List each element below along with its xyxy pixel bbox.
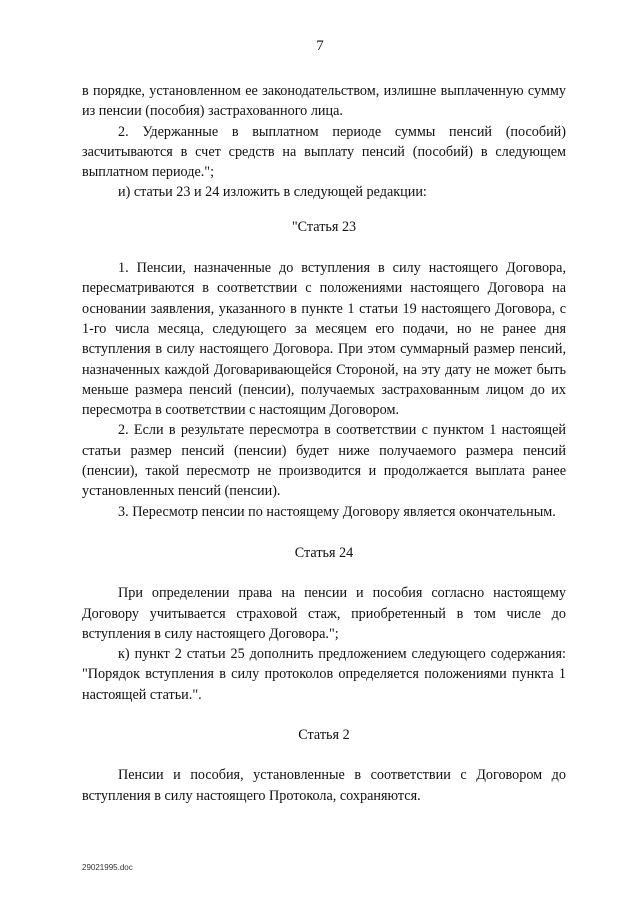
article-23-clause-3: 3. Пересмотр пенсии по настоящему Договору является окончательным. (118, 503, 556, 520)
paragraph-amendment-k: к) пункт 2 статьи 25 дополнить предложением следующего содержания: "Порядок вступления в силу протоколов определяется положениями пункта 1 настоящей статьи.". (82, 646, 566, 703)
article-23-clause-2: 2. Если в результате пересмотра в соответствии с пунктом 1 настоящей статьи размер пенсий (пенсии) будет ниже получаемого размера пенсий (пенсии), такой пересмотр не производится и продолжается выплата ранее установленных пенсий (пенсии). (82, 422, 566, 500)
page-number: 7 (316, 38, 324, 54)
document-body (82, 81, 566, 806)
footer-filename: 29021995.doc (82, 863, 133, 872)
article-24-text: При определении права на пенсии и пособия согласно настоящему Договору учитывается страховой стаж, приобретенный в том числе до вступления в силу настоящего Договора."; (82, 585, 566, 642)
heading-article-23: "Статья 23 (291, 218, 357, 235)
paragraph-clause-2: 2. Удержанные в выплатном периоде суммы пенсий (пособий) засчитываются в счет средств на выплату пенсий (пособий) в следующем выплатном периоде."; (82, 123, 566, 181)
heading-article-24: Статья 24 (294, 544, 354, 561)
heading-article-2: Статья 2 (298, 727, 350, 744)
paragraph-continuation: в порядке, установленном ее законодательством, излишне выплаченную сумму из пенсии (пособия) застрахованного лица. (82, 83, 566, 120)
article-23-clause-1: 1. Пенсии, назначенные до вступления в силу настоящего Договора, пересматриваются в соответствии с положениями настоящего Договора на основании заявления, указанного в пункте 1 статьи 19 настоящего Договора, с 1-го числа месяца, следующего за месяцем его подачи, но не ранее дня вступления в силу настоящего Договора. При этом суммарный размер пенсий, назначенных каждой Договаривающейся Стороной, на эту дату не может быть меньше размера пенсий (пенсии), получаемых застрахованным лицом до их пересмотра в соответствии с настоящим Договором. (82, 260, 566, 419)
paragraph-amendment-i: и) статьи 23 и 24 изложить в следующей редакции: (118, 184, 427, 201)
article-2-text: Пенсии и пособия, установленные в соответствии с Договором до вступления в силу настоящего Протокола, сохраняются. (82, 767, 566, 804)
